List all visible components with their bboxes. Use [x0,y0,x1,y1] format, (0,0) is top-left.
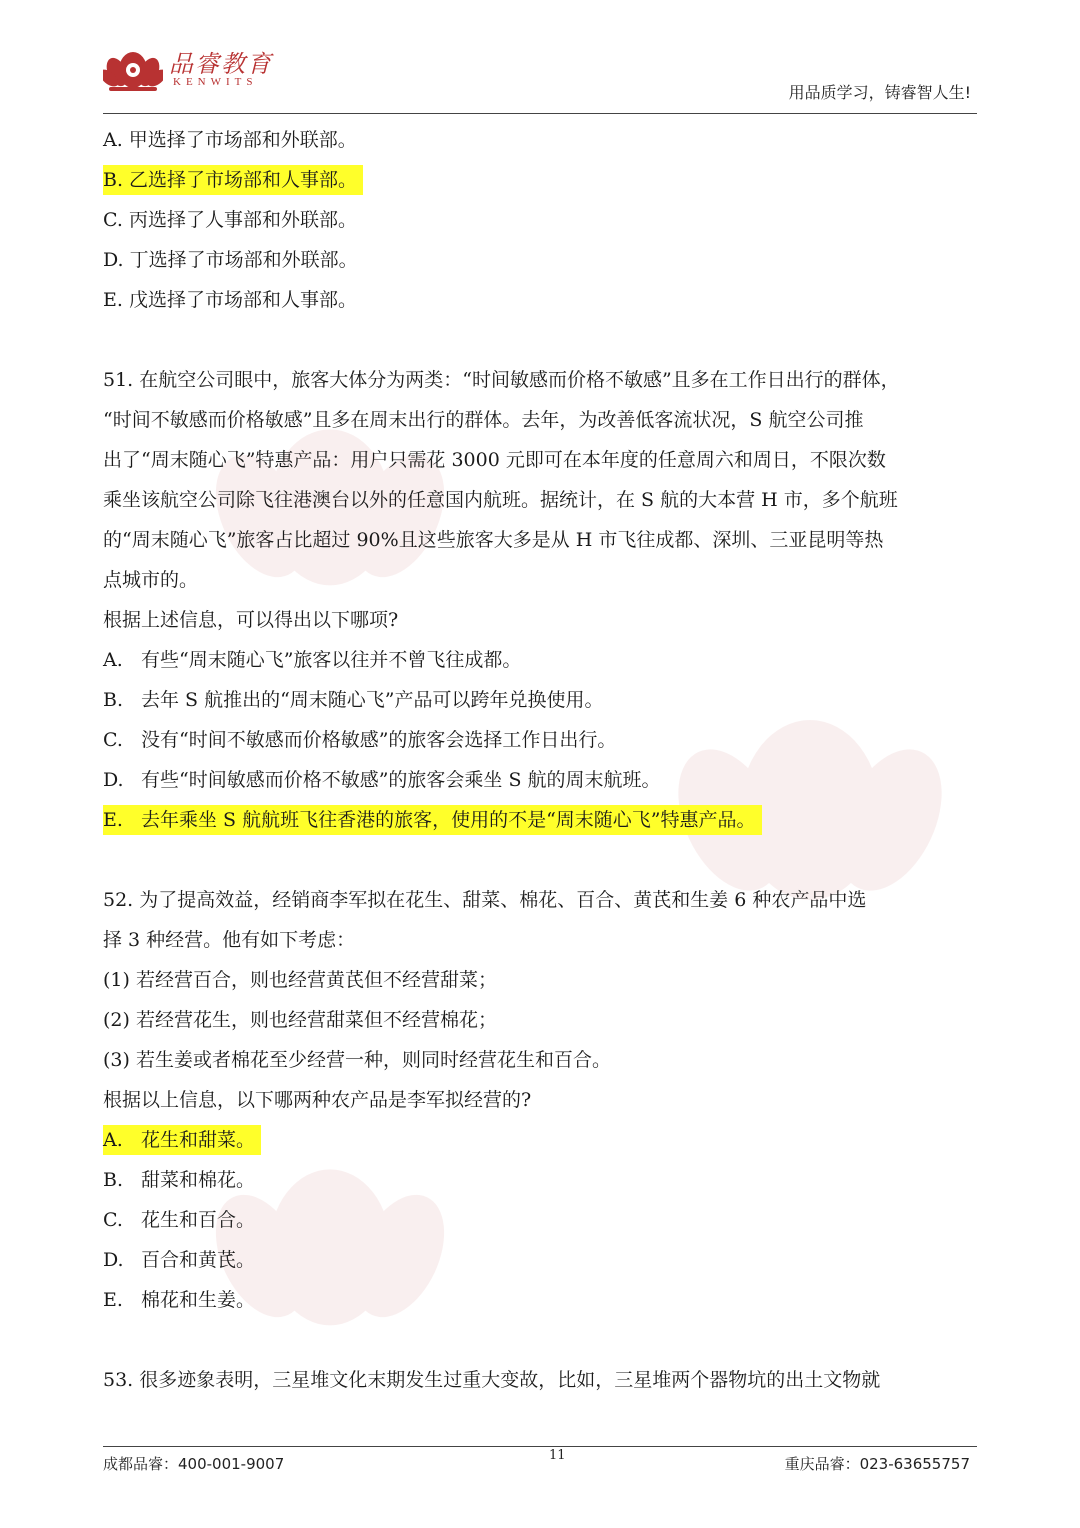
question-stem-line [103,880,977,920]
option-item [103,720,977,760]
question-stem-line-text: 53. 很多迹象表明，三星堆文化末期发生过重大变故，比如，三星堆两个器物坑的出土文物就 [103,1369,881,1391]
option-item [103,760,977,800]
header-slogan: 用品质学习，铸睿智人生! [788,83,971,102]
option-text: 花生和甜菜。 [141,1129,256,1151]
option-item-highlight [103,729,616,751]
option-item [103,1280,977,1320]
option-letter: C. [103,729,123,751]
question-52 [103,880,977,1320]
option-text: 有些“时间敏感而价格不敏感”的旅客会乘坐 S 航的周末航班。 [141,769,661,791]
page-header [103,38,977,116]
option-text: 花生和百合。 [141,1209,256,1231]
option-text: 没有“时间不敏感而价格敏感”的旅客会选择工作日出行。 [141,729,617,751]
question-stem-line-text: 的“周末随心飞”旅客占比超过 90%且这些旅客大多是从 H 市飞往成都、深圳、三亚昆明等热 [103,529,884,551]
option-item [103,1120,977,1160]
option-text: 有些“周末随心飞”旅客以往并不曾飞往成都。 [141,649,522,671]
logo-english-text: KENWITS [173,76,258,88]
option-text: 去年乘坐 S 航航班飞往香港的旅客，使用的不是“周末随心飞”特惠产品。 [141,809,756,831]
brand-logo [103,38,273,98]
option-item-highlight [103,1209,255,1231]
footer-divider [103,1446,977,1447]
question-stem-line-text: 51. 在航空公司眼中，旅客大体分为两类：“时间敏感而价格不敏感”且多在工作日出行的群体， [103,369,900,391]
option-item [103,1240,977,1280]
question-stem-line [103,400,977,440]
question-stem-line [103,560,977,600]
option-item-text: E. 戊选择了市场部和人事部。 [103,289,357,311]
page-content [103,120,977,1400]
question-stem-line [103,520,977,560]
option-letter: C. [103,1209,123,1231]
option-item-text: D. 丁选择了市场部和外联部。 [103,249,358,271]
question-stem-line [103,1360,977,1400]
option-letter: A. [103,1129,123,1151]
footer-chongqing-phone: 重庆品睿：023-63655757 [784,1455,970,1473]
option-item-text: A. 甲选择了市场部和外联部。 [103,129,357,151]
header-divider [103,113,977,114]
option-item-highlight [103,689,604,711]
spacer [103,840,977,880]
question-prompt-text: 根据上述信息，可以得出以下哪项? [103,609,399,631]
question-stem-line [103,360,977,400]
option-item [103,1160,977,1200]
question-stem-line-text: 点城市的。 [103,569,199,591]
question-stem-line [103,960,977,1000]
question-stem-line-text: (2) 若经营花生，则也经营甜菜但不经营棉花； [103,1009,497,1031]
option-letter: B. [103,689,124,711]
question-stem-line-text: 乘坐该航空公司除飞往港澳台以外的任意国内航班。据统计，在 S 航的大本营 H 市，多个航班 [103,489,898,511]
option-text: 百合和黄芪。 [141,1249,256,1271]
option-letter: D. [103,1249,124,1271]
option-item [103,680,977,720]
question-prompt [103,600,977,640]
question-stem-line-text: “时间不敏感而价格敏感”且多在周末出行的群体。去年，为改善低客流状况，S 航空公司推 [103,409,864,431]
question-prompt-text: 根据以上信息，以下哪两种农产品是李军拟经营的? [103,1089,532,1111]
logo-chinese-text: 品睿教育 [169,50,273,78]
page-number: 11 [549,1448,566,1463]
option-item-highlight [103,805,762,835]
option-item [103,200,977,240]
question-stem-line-text: (3) 若生姜或者棉花至少经营一种，则同时经营花生和百合。 [103,1049,611,1071]
question-prompt [103,1080,977,1120]
option-item-highlight [103,769,661,791]
option-item [103,120,977,160]
option-letter: A. [103,649,123,671]
question-stem-line [103,1000,977,1040]
option-item-text: B. 乙选择了市场部和人事部。 [103,165,363,195]
option-text: 去年 S 航推出的“周末随心飞”产品可以跨年兑换使用。 [141,689,604,711]
option-letter: D. [103,769,124,791]
option-letter: E. [103,809,123,831]
option-item [103,280,977,320]
question-51 [103,360,977,840]
question-stem-line [103,480,977,520]
question-stem-line-text: 择 3 种经营。他有如下考虑： [103,929,356,951]
option-letter: B. [103,1169,124,1191]
spacer [103,320,977,360]
question-stem-line [103,920,977,960]
option-letter: E. [103,1289,123,1311]
option-item-highlight [103,649,521,671]
question-stem-line-text: 出了“周末随心飞”特惠产品：用户只需花 3000 元即可在本年度的任意周六和周日，不限次数 [103,449,886,471]
question-53 [103,1360,977,1400]
spacer [103,1320,977,1360]
option-item-highlight [103,1289,255,1311]
question-stem-line [103,440,977,480]
option-item-highlight [103,1249,255,1271]
option-text: 甜菜和棉花。 [141,1169,256,1191]
option-item [103,240,977,280]
footer-chengdu-phone: 成都品睿：400-001-9007 [103,1455,285,1473]
option-item-highlight [103,1125,261,1155]
option-item [103,800,977,840]
option-item [103,1200,977,1240]
question-stem-line-text: 52. 为了提高效益，经销商李军拟在花生、甜菜、棉花、百合、黄芪和生姜 6 种农产品中选 [103,889,867,911]
option-item [103,160,977,200]
option-item-text: C. 丙选择了人事部和外联部。 [103,209,357,231]
question-stem-line [103,1040,977,1080]
option-item-highlight [103,1169,255,1191]
question-stem-line-text: (1) 若经营百合，则也经营黄芪但不经营甜菜； [103,969,497,991]
option-text: 棉花和生姜。 [141,1289,256,1311]
question-50-options [103,120,977,320]
option-item [103,640,977,680]
lotus-emblem-icon [103,38,163,94]
